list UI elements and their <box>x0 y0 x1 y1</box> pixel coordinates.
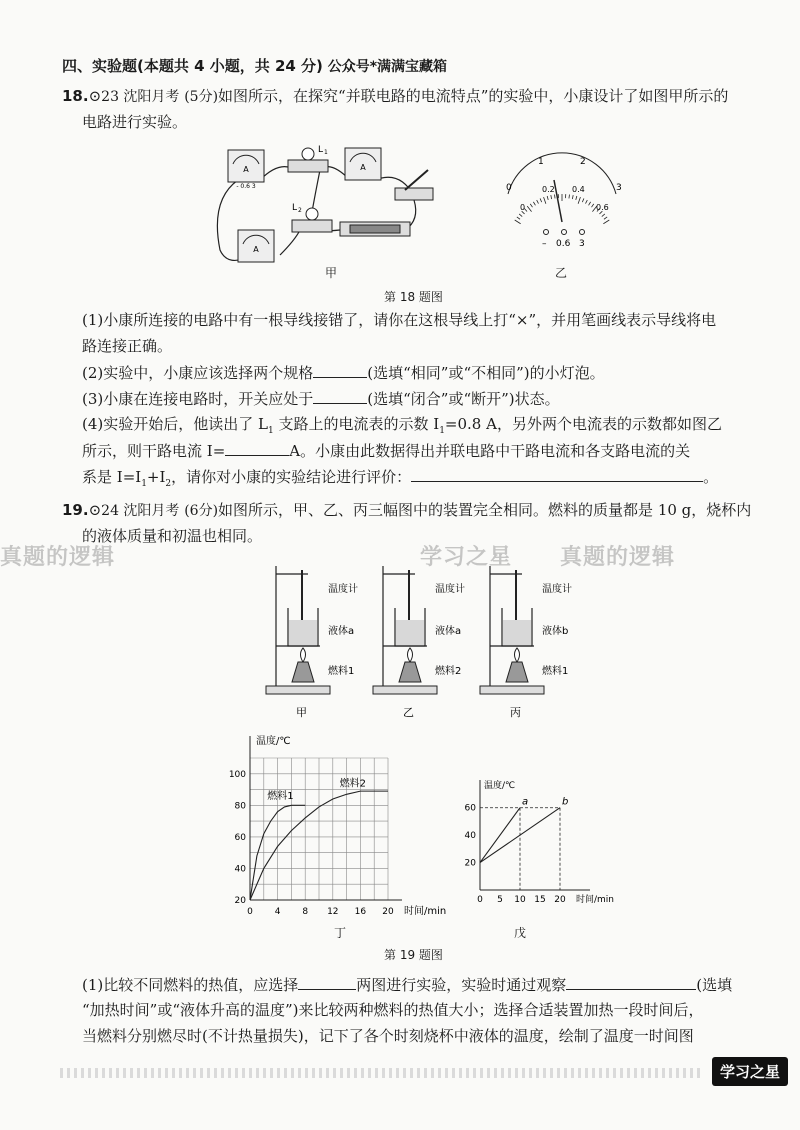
x-tick: 8 <box>302 907 309 917</box>
apparatus-2 <box>369 562 476 722</box>
location-pin-icon: ⊙ <box>88 501 102 519</box>
dial-top-3: 3 <box>616 183 622 193</box>
dial-inner-02: 0.2 <box>542 185 555 194</box>
graph-wu-ylabel: 温度/℃ <box>484 781 516 791</box>
x-tick: 0 <box>247 907 253 917</box>
section-promo: 公众号*满满宝藏箱 <box>327 59 448 75</box>
lamp-L2-icon <box>292 203 332 232</box>
y-tick: 60 <box>464 803 476 814</box>
brand-logo: 学习之星 <box>712 1057 788 1086</box>
dial-terminal-06: 0.6 <box>556 239 571 249</box>
q18-part2 <box>82 362 605 383</box>
watermark-right-2: 真题的逻辑 <box>560 545 676 570</box>
q18-source: 23 沈阳月考 <box>101 89 180 105</box>
x-tick: 10 <box>514 895 526 905</box>
graph-wu-xlabel: 时间/min <box>576 895 615 905</box>
x-tick: 20 <box>382 907 394 917</box>
q19-number: 19. <box>62 501 89 519</box>
thermometer-label: 温度计 <box>542 584 572 595</box>
dial-bottom-06: 0.6 <box>596 203 609 212</box>
q19-source: 24 沈阳月考 <box>101 503 180 519</box>
y-tick: 20 <box>464 858 476 869</box>
q19-stem-2: 的液体质量和初温也相同。 <box>82 527 263 545</box>
series-line-a <box>480 808 520 863</box>
x-tick: 12 <box>327 907 339 917</box>
graph-ding-xlabel: 时间/min <box>404 906 447 917</box>
section-header <box>62 56 447 77</box>
battery-icon <box>340 222 410 236</box>
dial-top-1: 1 <box>538 157 544 167</box>
thermometer-label: 温度计 <box>435 584 465 595</box>
ammeter-2-icon <box>345 148 381 180</box>
watermark-right-1: 学习之星 <box>420 545 513 570</box>
x-tick: 15 <box>534 895 546 905</box>
location-pin-icon: ⊙ <box>88 87 102 105</box>
dial-bottom-0: 0 <box>520 203 526 212</box>
q18-part1-a: (1)小康所连接的电路中有一根导线接错了，请你在这根导线上打“×”，并用笔画线表示导线将电 <box>82 311 717 329</box>
q19-caption: 第 19 题图 <box>384 948 443 962</box>
fuel-label: 燃料1 <box>328 666 355 677</box>
q18-part3-a: (3)小康在连接电路时，开关应处于 <box>82 390 314 408</box>
q18-part2-b: (选填“相同”或“不相同”)的小灯泡。 <box>367 364 605 382</box>
y-tick: 60 <box>234 832 246 843</box>
graph-ding <box>222 730 472 930</box>
q19-part1-line1: (1)比较不同燃料的热值，应选择 两图进行实验，实验时通过观察 (选填 <box>82 976 733 994</box>
graph-ding-label: 丁 <box>334 926 347 940</box>
q19-part1-line2: “加热时间”或“液体升高的温度”)来比较两种燃料的热值大小；选择合适装置加热一段时间后， <box>82 1001 704 1019</box>
series-label-2: 燃料2 <box>339 778 367 790</box>
liquid-label: 液体b <box>542 626 569 637</box>
svg-text:- 0.6 3: - 0.6 3 <box>236 183 256 190</box>
fuel-label: 燃料1 <box>542 666 569 677</box>
y-tick: 20 <box>234 896 246 906</box>
y-tick: 80 <box>234 801 246 812</box>
q18-circuit-figure <box>200 140 460 280</box>
q18-part3-b: (选填“闭合”或“断开”)状态。 <box>367 390 560 408</box>
svg-text:A: A <box>243 165 249 174</box>
q18-ammeter-dial <box>498 150 628 250</box>
x-tick: 20 <box>554 895 566 905</box>
graph-wu <box>452 778 632 913</box>
q18-part4-evaluation-blank[interactable] <box>411 466 703 482</box>
q18-part2-blank[interactable] <box>313 362 367 378</box>
svg-text:1: 1 <box>324 149 328 156</box>
x-tick: 5 <box>497 895 503 905</box>
footer-scan-noise <box>60 1068 700 1078</box>
fig-label-yi: 乙 <box>555 266 568 280</box>
lamp-L1-icon <box>288 145 328 172</box>
series-label-b: b <box>562 796 569 808</box>
x-tick: 16 <box>354 907 367 917</box>
q19-score: (6分) <box>184 503 219 519</box>
apparatus-1 <box>262 562 369 722</box>
q18-part4-current-blank[interactable] <box>225 440 289 456</box>
q18-score: (5分) <box>184 89 219 105</box>
svg-text:L: L <box>292 203 298 213</box>
q18-stem-2: 电路进行实验。 <box>82 113 188 131</box>
x-tick: 0 <box>477 895 483 905</box>
dial-top-0: 0 <box>506 183 512 193</box>
q18-number: 18. <box>62 87 89 105</box>
thermometer-label: 温度计 <box>328 584 358 595</box>
dial-terminal-neg: – <box>542 239 547 249</box>
q18-stem-line1 <box>62 86 728 107</box>
series-label-a: a <box>522 796 529 808</box>
graph-ding-ylabel: 温度/℃ <box>256 736 291 747</box>
dial-inner-04: 0.4 <box>572 185 585 194</box>
dial-terminal-3: 3 <box>579 239 585 249</box>
svg-text:A: A <box>360 163 366 172</box>
q18-stem-1: 如图所示，在探究“并联电路的电流特点”的实验中，小康设计了如图甲所示的 <box>218 87 729 105</box>
q19-stem-1: 如图所示，甲、乙、丙三幅图中的装置完全相同。燃料的质量都是 10 g，烧杯内 <box>218 501 752 519</box>
apparatus-label: 乙 <box>403 706 414 719</box>
q18-part3-blank[interactable] <box>313 388 367 404</box>
apparatus-3 <box>476 562 583 722</box>
svg-text:L: L <box>318 145 324 155</box>
q19-stem-line1 <box>62 500 751 521</box>
x-tick: 4 <box>274 907 281 917</box>
graph-wu-label: 戊 <box>514 926 527 940</box>
dial-arc <box>508 153 616 194</box>
dial-needle <box>554 180 562 222</box>
y-tick: 100 <box>228 769 246 780</box>
fig-label-jia: 甲 <box>325 266 338 280</box>
fuel-label: 燃料2 <box>435 666 462 677</box>
switch-icon <box>395 170 433 200</box>
q18-part2-a: (2)实验中，小康应该选择两个规格 <box>82 364 314 382</box>
y-tick: 40 <box>234 864 246 875</box>
q19-part1-figures-blank[interactable] <box>298 974 356 990</box>
q18-part1-b: 路连接正确。 <box>82 337 173 355</box>
ammeter-3-icon <box>238 230 274 262</box>
liquid-label: 液体a <box>328 626 355 637</box>
watermark-left: 真题的逻辑 <box>0 545 116 570</box>
apparatus-label: 甲 <box>296 706 307 719</box>
section-title: 四、实验题(本题共 4 小题，共 24 分) <box>62 57 323 75</box>
q19-part1-observe-blank[interactable] <box>566 974 696 990</box>
q18-part3 <box>82 388 560 409</box>
q18-caption: 第 18 题图 <box>384 290 443 304</box>
svg-text:A: A <box>253 245 259 254</box>
q18-part4-line2: 所示，则干路电流 I= A。小康由此数据得出并联电路中干路电流和各支路电流的关 <box>82 442 691 460</box>
series-label-1: 燃料1 <box>267 791 294 803</box>
q19-apparatus-row <box>262 562 582 722</box>
apparatus-label: 丙 <box>510 706 521 719</box>
y-tick: 40 <box>464 831 476 842</box>
liquid-label: 液体a <box>435 626 462 637</box>
q18-part4-line1: (4)实验开始后，他读出了 $L_1$ 支路上的电流表的示数 $I_1=0.8$ A，另外两个电流表的示数都如图乙 <box>82 415 722 436</box>
q19-part1-line3: 当燃料分别燃尽时(不计热量损失)，记下了各个时刻烧杯中液体的温度，绘制了温度一时间图 <box>82 1027 694 1045</box>
q18-part4-line3: 系是 $I=I_1+I_2$，请你对小康的实验结论进行评价： 。 <box>82 468 719 489</box>
svg-text:2: 2 <box>298 207 302 214</box>
dial-top-2: 2 <box>580 157 586 167</box>
